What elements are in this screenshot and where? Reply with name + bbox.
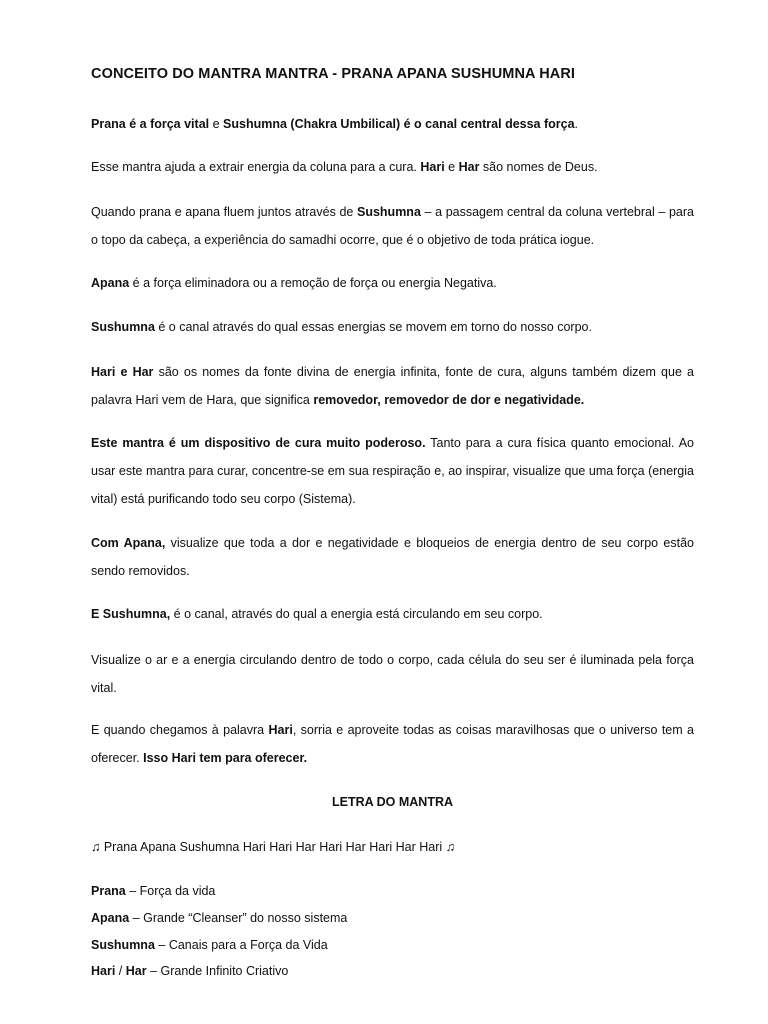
- bold-text-run: Hari: [420, 160, 445, 174]
- glossary-term: Prana: [91, 884, 126, 898]
- paragraph-sushumna-definition: [91, 313, 694, 341]
- text-run: e: [444, 160, 459, 174]
- bold-text-run: Sushumna (Chakra Umbilical) é o canal central dessa força: [223, 117, 575, 131]
- glossary-meaning: Força da vida: [139, 884, 216, 898]
- glossary-separator: –: [125, 884, 140, 898]
- glossary-term: Apana: [91, 911, 130, 925]
- glossary-term: Sushumna: [91, 938, 155, 952]
- paragraph-apana-definition: [91, 269, 694, 297]
- text-run: são os nomes da fonte divina de energia infinita, fonte de cura, alguns também dizem que a palavra Hari vem de Hara, que significa: [91, 365, 695, 407]
- text-run: são nomes de Deus.: [479, 160, 598, 174]
- bold-text-run: Har: [458, 160, 480, 174]
- glossary-item-hari-har: [91, 964, 288, 978]
- paragraph-prana-definition: [91, 110, 694, 138]
- text-run: é o canal, através do qual a energia está circulando em seu corpo.: [170, 607, 543, 621]
- bold-text-run: Sushumna: [357, 205, 421, 219]
- bold-text-run: Com Apana,: [91, 536, 166, 550]
- bold-text-run: Isso Hari tem para oferecer.: [143, 751, 308, 765]
- glossary-meaning: Grande “Cleanser” do nosso sistema: [143, 911, 348, 925]
- bold-text-run: Hari e Har: [91, 365, 154, 379]
- text-run: E quando chegamos à palavra: [91, 723, 269, 737]
- glossary-separator: /: [115, 964, 126, 978]
- bold-text-run: Sushumna: [91, 320, 155, 334]
- glossary-item-sushumna: [91, 938, 328, 952]
- bold-text-run: Este mantra é um dispositivo de cura muito poderoso.: [91, 436, 426, 450]
- glossary-separator: –: [129, 911, 144, 925]
- paragraph-with-apana: [91, 529, 694, 585]
- paragraph-mantra-purpose: [91, 153, 694, 181]
- text-run: .: [574, 117, 579, 131]
- paragraph-prana-apana-flow: [91, 198, 694, 254]
- document-title: CONCEITO DO MANTRA MANTRA - PRANA APANA SUSHUMNA HARI: [91, 66, 576, 82]
- bold-text-run: Hari: [268, 723, 293, 737]
- text-run: – a passagem central da coluna vertebral – para o topo da cabeça, a experiência do samadhi ocorre, que é o objetivo de toda prática iogue.: [91, 205, 694, 247]
- paragraph-word-hari: [91, 716, 694, 772]
- text-run: Visualize o ar e a energia circulando dentro de todo o corpo, cada célula do seu ser é iluminada pela força vital.: [91, 653, 694, 695]
- text-run: é o canal através do qual essas energias se movem em torno do nosso corpo.: [154, 320, 592, 334]
- bold-text-run: removedor, removedor de dor e negatividade.: [313, 393, 585, 407]
- text-run: , sorria e aproveite todas as coisas maravilhosas que o universo tem a oferecer.: [91, 723, 694, 765]
- glossary-separator: –: [146, 964, 161, 978]
- text-run: Tanto para a cura física quanto emocional. Ao usar este mantra para curar, concentre-se em sua respiração e, ao inspirar, visualize que uma força (energia vital) está purificando todo seu corpo (Sistema).: [91, 436, 694, 506]
- paragraph-healing-device: [91, 429, 694, 513]
- glossary-term: Hari: [91, 964, 116, 978]
- glossary-item-apana: [91, 911, 347, 925]
- paragraph-visualize-air: [91, 646, 694, 702]
- text-run: Esse mantra ajuda a extrair energia da coluna para a cura.: [91, 160, 421, 174]
- text-run: e: [209, 117, 224, 131]
- glossary-meaning: Canais para a Força da Vida: [168, 938, 328, 952]
- lyrics-heading: LETRA DO MANTRA: [331, 795, 454, 809]
- paragraph-hari-har-definition: [91, 358, 694, 414]
- glossary-separator: –: [154, 938, 169, 952]
- glossary-meaning: Grande Infinito Criativo: [160, 964, 289, 978]
- text-run: visualize que toda a dor e negatividade e bloqueios de energia dentro de seu corpo estão sendo removidos.: [91, 536, 695, 578]
- bold-text-run: E Sushumna,: [91, 607, 171, 621]
- paragraph-e-sushumna: [91, 600, 694, 628]
- glossary-item-prana: [91, 884, 215, 898]
- bold-text-run: Apana: [91, 276, 130, 290]
- text-run: Quando prana e apana fluem juntos através de: [91, 205, 357, 219]
- bold-text-run: Prana é a força vital: [91, 117, 210, 131]
- text-run: é a força eliminadora ou a remoção de força ou energia Negativa.: [129, 276, 497, 290]
- mantra-line: ♫ Prana Apana Sushumna Hari Hari Har Hari Har Hari Har Hari ♫: [91, 840, 456, 854]
- glossary-term-secondary: Har: [125, 964, 147, 978]
